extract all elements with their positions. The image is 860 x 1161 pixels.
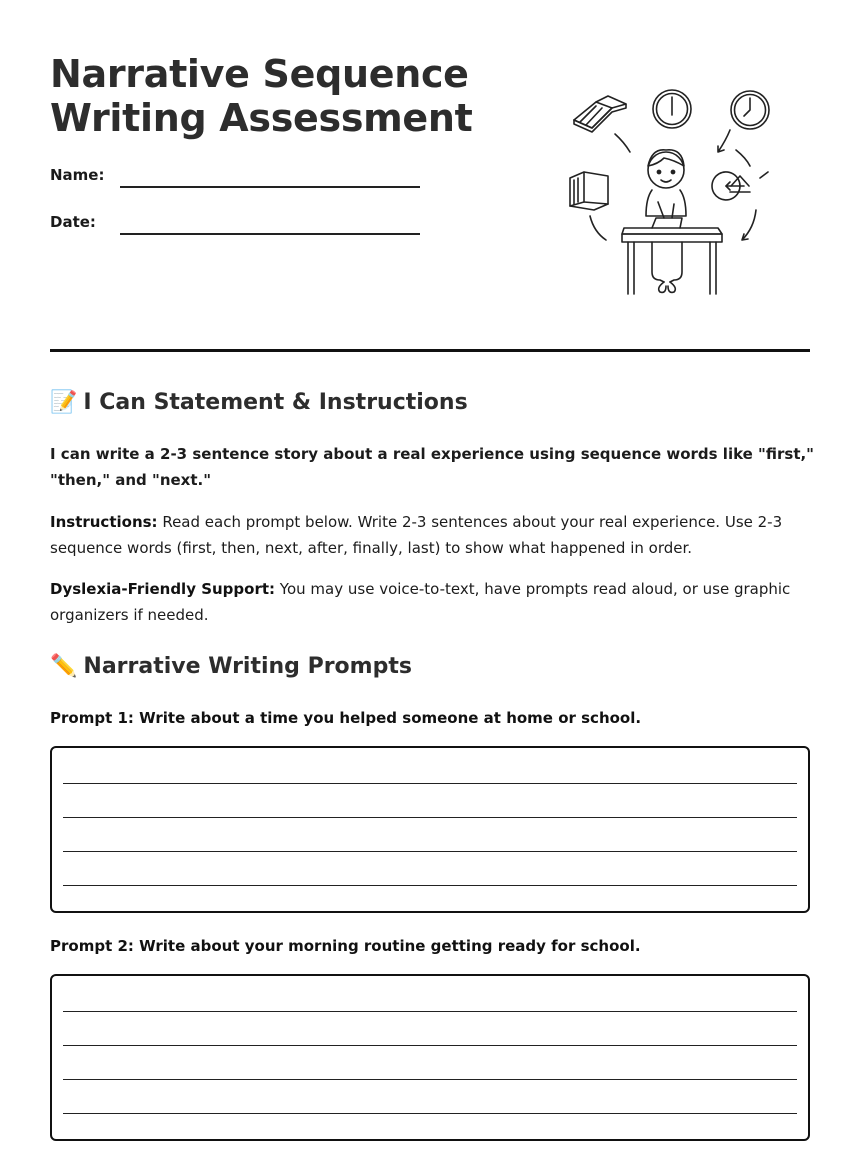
- section-heading-text: I Can Statement & Instructions: [83, 390, 468, 415]
- section-divider: [50, 349, 810, 352]
- title-line-1: Narrative Sequence: [50, 52, 469, 96]
- writing-line: [63, 817, 797, 818]
- support-label: Dyslexia-Friendly Support:: [50, 580, 276, 598]
- date-label: Date:: [50, 213, 96, 231]
- section-heading-instructions: [50, 390, 468, 415]
- writing-line: [63, 851, 797, 852]
- name-field[interactable]: [120, 186, 420, 188]
- writing-line: [63, 1079, 797, 1080]
- support-paragraph: [50, 577, 815, 628]
- compass-icon: [712, 172, 768, 200]
- section-heading-prompts: [50, 654, 412, 679]
- writing-line: [63, 1045, 797, 1046]
- worksheet-title: [50, 52, 473, 140]
- writing-line: [63, 885, 797, 886]
- student-icon: [646, 150, 686, 218]
- prompt-1-question: Prompt 1: Write about a time you helped someone at home or school.: [50, 709, 642, 727]
- section-heading-text: Narrative Writing Prompts: [83, 654, 412, 679]
- instructions-paragraph: [50, 510, 815, 561]
- clock-icon: [653, 90, 691, 128]
- instructions-text: Read each prompt below. Write 2-3 sentences about your real experience. Use 2-3 sequence words (first, then, next, after, finally, last) to show what happened in order.: [50, 513, 783, 557]
- student-writing-illustration: [560, 82, 780, 300]
- prompt-2-question: Prompt 2: Write about your morning routine getting ready for school.: [50, 937, 641, 955]
- prompt-1-answer-box[interactable]: [50, 746, 810, 913]
- open-book-icon: [574, 96, 626, 132]
- support-text: You may use voice-to-text, have prompts read aloud, or use graphic organizers if needed.: [50, 580, 791, 624]
- clock-icon: [731, 91, 769, 129]
- i-can-statement: I can write a 2-3 sentence story about a real experience using sequence words like "first," "then," and "next.": [50, 445, 814, 489]
- instructions-label: Instructions:: [50, 513, 158, 531]
- writing-line: [63, 1113, 797, 1114]
- title-line-2: Writing Assessment: [50, 96, 473, 140]
- memo-icon: 📝: [50, 390, 78, 415]
- writing-line: [63, 783, 797, 784]
- pencil-icon: ✏️: [50, 654, 78, 679]
- prompt-2-answer-box[interactable]: [50, 974, 810, 1141]
- writing-line: [63, 1011, 797, 1012]
- name-label: Name:: [50, 166, 105, 184]
- desk-icon: [622, 218, 722, 294]
- date-field[interactable]: [120, 233, 420, 235]
- closed-book-icon: [570, 172, 608, 210]
